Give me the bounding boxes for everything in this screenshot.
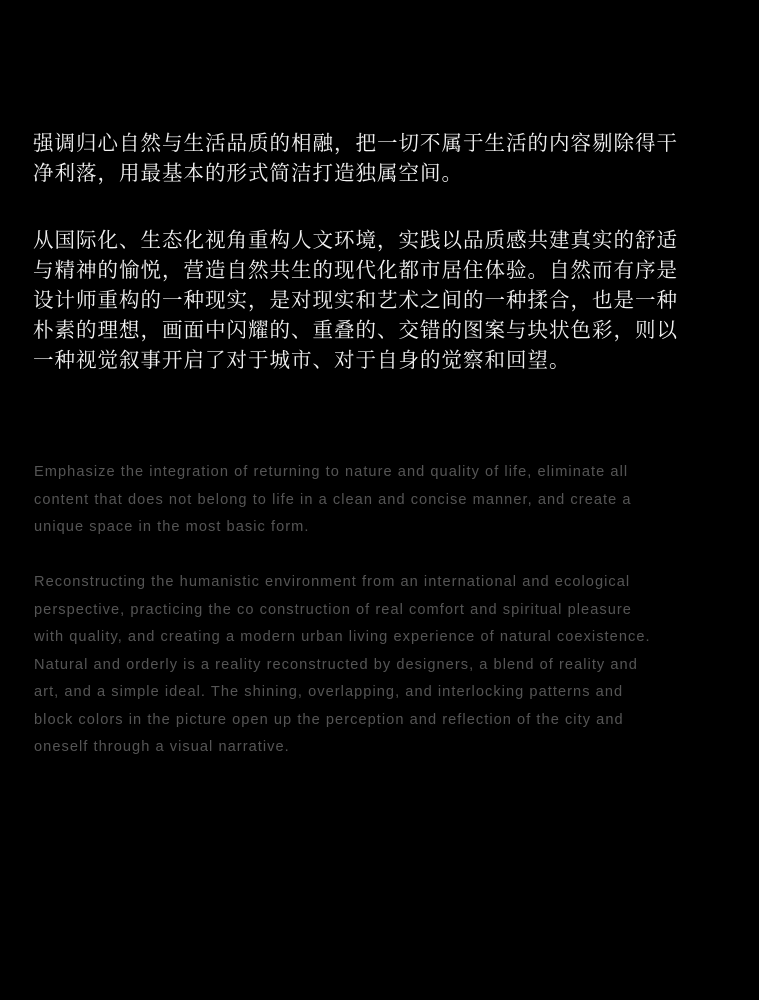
english-paragraph-1-line: unique space in the most basic form.	[34, 519, 310, 535]
chinese-paragraph-1-line: 净利落，用最基本的形式简洁打造独属空间。	[33, 161, 463, 185]
english-paragraph-2-line: art, and a simple ideal. The shining, overlapping, and interlocking patterns and	[34, 684, 624, 700]
english-paragraph-2-line: oneself through a visual narrative.	[34, 739, 290, 755]
chinese-paragraph-2-line: 一种视觉叙事开启了对于城市、对于自身的觉察和回望。	[33, 348, 571, 372]
chinese-paragraph-2-line: 朴素的理想，画面中闪耀的、重叠的、交错的图案与块状色彩，则以	[33, 318, 678, 342]
english-paragraph-1-line: content that does not belong to life in a clean and concise manner, and create a	[34, 491, 632, 508]
english-paragraph-2	[34, 569, 734, 762]
english-paragraph-2-line: Reconstructing the humanistic environment from an international and ecological	[34, 574, 631, 590]
chinese-paragraph-1	[33, 128, 733, 188]
chinese-paragraph-1-line: 强调归心自然与生活品质的相融，把一切不属于生活的内容剔除得干	[33, 131, 678, 155]
chinese-paragraph-2-line: 从国际化、生态化视角重构人文环境，实践以品质感共建真实的舒适	[33, 228, 678, 252]
english-paragraph-2-line: perspective, practicing the co construction of real comfort and spiritual pleasure	[34, 601, 632, 618]
english-paragraph-2-line: with quality, and creating a modern urban living experience of natural coexistence.	[34, 629, 651, 645]
english-paragraph-1	[34, 459, 734, 542]
chinese-paragraph-2	[33, 225, 733, 375]
chinese-paragraph-2-line: 与精神的愉悦，营造自然共生的现代化都市居住体验。自然而有序是	[33, 258, 678, 282]
english-paragraph-1-line: Emphasize the integration of returning to nature and quality of life, eliminate all	[34, 464, 629, 480]
english-paragraph-2-line: Natural and orderly is a reality reconstructed by designers, a blend of reality and	[34, 656, 638, 673]
english-paragraph-2-line: block colors in the picture open up the perception and reflection of the city and	[34, 711, 624, 728]
chinese-paragraph-2-line: 设计师重构的一种现实，是对现实和艺术之间的一种揉合，也是一种	[33, 288, 678, 312]
